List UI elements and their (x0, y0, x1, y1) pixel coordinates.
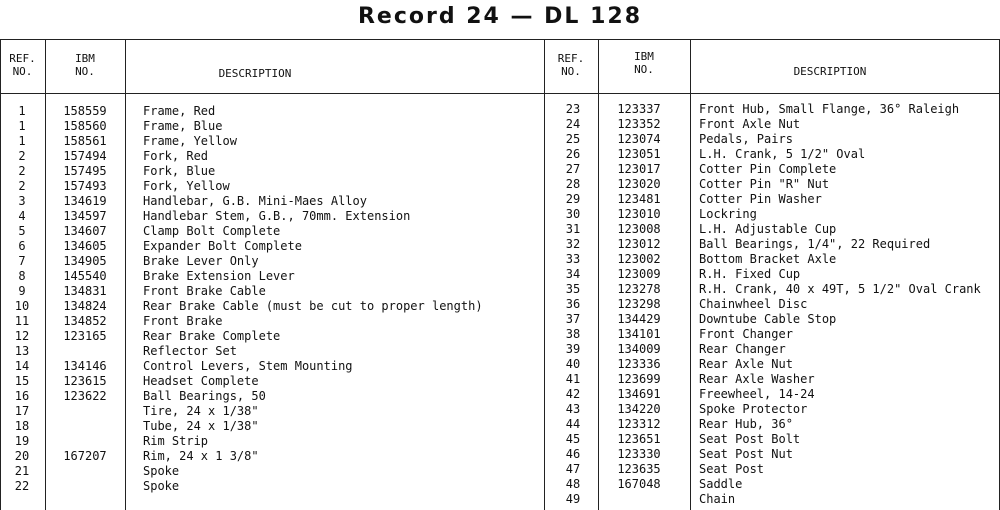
header-desc-left: DESCRIPTION (218, 67, 292, 80)
desc-cell: Rear Axle Nut (699, 357, 793, 371)
ibm-cell: 134220 (617, 402, 661, 416)
ref-cell: 37 (565, 312, 581, 326)
ref-cell: 1 (18, 119, 26, 133)
ibm-cell: 123020 (617, 177, 661, 191)
desc-cell: Clamp Bolt Complete (143, 224, 281, 238)
desc-cell: Tube, 24 x 1/38" (143, 419, 259, 433)
ref-cell: 15 (14, 374, 30, 388)
desc-cell: Downtube Cable Stop (699, 312, 837, 326)
ref-cell: 41 (565, 372, 581, 386)
desc-cell: Brake Lever Only (143, 254, 259, 268)
ibm-cell: 134691 (617, 387, 661, 401)
ref-cell: 36 (565, 297, 581, 311)
table-row (544, 117, 1000, 132)
ref-cell: 12 (14, 329, 30, 343)
header-desc-right: DESCRIPTION (793, 65, 867, 78)
desc-cell: Bottom Bracket Axle (699, 252, 837, 266)
ibm-cell: 134607 (63, 224, 107, 238)
table-row (0, 359, 544, 374)
desc-cell: Fork, Yellow (143, 179, 230, 193)
table-row (0, 149, 544, 164)
ibm-cell: 157495 (63, 164, 107, 178)
table-row (544, 192, 1000, 207)
ref-cell: 1 (18, 134, 26, 148)
desc-cell: Cotter Pin Complete (699, 162, 837, 176)
ref-cell: 46 (565, 447, 581, 461)
table-row (0, 314, 544, 329)
ref-cell: 32 (565, 237, 581, 251)
ibm-cell: 123017 (617, 162, 661, 176)
ibm-cell: 123352 (617, 117, 661, 131)
desc-cell: L.H. Adjustable Cup (699, 222, 837, 236)
desc-cell: Ball Bearings, 1/4", 22 Required (699, 237, 931, 251)
desc-cell: Frame, Red (143, 104, 216, 118)
desc-cell: Spoke (143, 479, 180, 493)
table-row (0, 329, 544, 344)
desc-cell: Front Brake Cable (143, 284, 266, 298)
ibm-cell: 167048 (617, 477, 661, 491)
ibm-cell: 134619 (63, 194, 107, 208)
ibm-cell: 123012 (617, 237, 661, 251)
table-row (544, 102, 1000, 117)
ibm-cell: 167207 (63, 449, 107, 463)
ref-cell: 10 (14, 299, 30, 313)
ref-cell: 21 (14, 464, 30, 478)
desc-cell: Reflector Set (143, 344, 237, 358)
desc-cell: Expander Bolt Complete (143, 239, 302, 253)
table-row (0, 224, 544, 239)
ibm-cell: 134009 (617, 342, 661, 356)
parts-table (0, 39, 1000, 510)
table-row (544, 162, 1000, 177)
table-row (0, 194, 544, 209)
table-row (544, 402, 1000, 417)
desc-cell: Fork, Blue (143, 164, 216, 178)
table-row (0, 164, 544, 179)
desc-cell: R.H. Fixed Cup (699, 267, 801, 281)
ref-cell: 14 (14, 359, 30, 373)
page-title: Record 24 — DL 128 (357, 4, 643, 29)
desc-cell: Rear Axle Washer (699, 372, 815, 386)
ref-cell: 2 (18, 149, 26, 163)
header-ref-line1: REF. (9, 52, 36, 65)
ref-cell: 9 (18, 284, 26, 298)
table-row (0, 419, 544, 434)
desc-cell: Control Levers, Stem Mounting (143, 359, 353, 373)
desc-cell: R.H. Crank, 40 x 49T, 5 1/2" Oval Crank (699, 282, 981, 296)
ibm-cell: 157493 (63, 179, 107, 193)
ref-cell: 4 (18, 209, 26, 223)
desc-cell: Rear Changer (699, 342, 786, 356)
ibm-cell: 134146 (63, 359, 107, 373)
table-row (0, 104, 544, 119)
ref-cell: 28 (565, 177, 581, 191)
desc-cell: Seat Post Bolt (699, 432, 801, 446)
ref-cell: 2 (18, 179, 26, 193)
ibm-cell: 158559 (63, 104, 107, 118)
ref-cell: 19 (14, 434, 30, 448)
ibm-cell: 123622 (63, 389, 107, 403)
ref-cell: 48 (565, 477, 581, 491)
ref-cell: 33 (565, 252, 581, 266)
table-row (544, 462, 1000, 477)
ref-cell: 16 (14, 389, 30, 403)
ibm-cell: 134597 (63, 209, 107, 223)
table-row (544, 417, 1000, 432)
table-row (544, 492, 1000, 507)
desc-cell: Seat Post Nut (699, 447, 793, 461)
desc-cell: Pedals, Pairs (699, 132, 793, 146)
desc-cell: Handlebar Stem, G.B., 70mm. Extension (143, 209, 411, 223)
desc-cell: Saddle (699, 477, 743, 491)
header-divider (0, 93, 1000, 94)
desc-cell: Spoke Protector (699, 402, 808, 416)
ibm-cell: 123010 (617, 207, 661, 221)
table-row (544, 297, 1000, 312)
table-row (544, 342, 1000, 357)
ibm-cell: 123337 (617, 102, 661, 116)
desc-cell: Cotter Pin "R" Nut (699, 177, 830, 191)
ibm-cell: 123635 (617, 462, 661, 476)
ibm-cell: 158560 (63, 119, 107, 133)
ref-cell: 18 (14, 419, 30, 433)
table-row (0, 269, 544, 284)
ref-cell: 34 (565, 267, 581, 281)
header-ibm-line2: NO. (634, 63, 654, 76)
ibm-cell: 123008 (617, 222, 661, 236)
desc-cell: Ball Bearings, 50 (143, 389, 266, 403)
ref-cell: 26 (565, 147, 581, 161)
header-ibm-line2: NO. (75, 65, 95, 78)
desc-cell: Spoke (143, 464, 180, 478)
desc-cell: Cotter Pin Washer (699, 192, 822, 206)
table-row (0, 404, 544, 419)
table-row (0, 449, 544, 464)
table-row (544, 387, 1000, 402)
table-row (544, 222, 1000, 237)
ref-cell: 6 (18, 239, 26, 253)
table-row (0, 389, 544, 404)
table-row (544, 327, 1000, 342)
ibm-cell: 123699 (617, 372, 661, 386)
ref-cell: 29 (565, 192, 581, 206)
ref-cell: 49 (565, 492, 581, 506)
desc-cell: Brake Extension Lever (143, 269, 295, 283)
desc-cell: Lockring (699, 207, 757, 221)
table-row (0, 299, 544, 314)
ibm-cell: 123336 (617, 357, 661, 371)
desc-cell: Rear Hub, 36° (699, 417, 793, 431)
ibm-cell: 123051 (617, 147, 661, 161)
desc-cell: Headset Complete (143, 374, 259, 388)
ibm-cell: 123330 (617, 447, 661, 461)
table-row (544, 372, 1000, 387)
ref-cell: 8 (18, 269, 26, 283)
ref-cell: 35 (565, 282, 581, 296)
table-row (544, 207, 1000, 222)
ibm-cell: 123312 (617, 417, 661, 431)
table-row (544, 147, 1000, 162)
desc-cell: Fork, Red (143, 149, 209, 163)
table-row (0, 284, 544, 299)
ibm-cell: 134905 (63, 254, 107, 268)
ref-cell: 44 (565, 417, 581, 431)
table-row (544, 267, 1000, 282)
ref-cell: 11 (14, 314, 30, 328)
ibm-cell: 145540 (63, 269, 107, 283)
ref-cell: 40 (565, 357, 581, 371)
desc-cell: Chain (699, 492, 736, 506)
table-row (544, 432, 1000, 447)
table-row (0, 464, 544, 479)
ref-cell: 5 (18, 224, 26, 238)
ref-cell: 42 (565, 387, 581, 401)
ibm-cell: 123074 (617, 132, 661, 146)
table-row (0, 254, 544, 269)
desc-cell: Front Axle Nut (699, 117, 801, 131)
table-row (0, 119, 544, 134)
table-row (0, 239, 544, 254)
ref-cell: 7 (18, 254, 26, 268)
ref-cell: 43 (565, 402, 581, 416)
ibm-cell: 123009 (617, 267, 661, 281)
ibm-cell: 158561 (63, 134, 107, 148)
ibm-cell: 123651 (617, 432, 661, 446)
desc-cell: Rim Strip (143, 434, 209, 448)
ref-cell: 23 (565, 102, 581, 116)
ibm-cell: 123615 (63, 374, 107, 388)
desc-cell: Rim, 24 x 1 3/8" (143, 449, 259, 463)
ibm-cell: 123298 (617, 297, 661, 311)
header-ibm-right (598, 50, 690, 76)
desc-cell: Chainwheel Disc (699, 297, 808, 311)
ref-cell: 20 (14, 449, 30, 463)
ref-cell: 27 (565, 162, 581, 176)
desc-cell: Freewheel, 14-24 (699, 387, 815, 401)
table-row (544, 177, 1000, 192)
ibm-cell: 157494 (63, 149, 107, 163)
ref-cell: 25 (565, 132, 581, 146)
desc-cell: Tire, 24 x 1/38" (143, 404, 259, 418)
table-row (0, 479, 544, 494)
header-ibm-left (45, 52, 125, 78)
ibm-cell: 134101 (617, 327, 661, 341)
ref-cell: 30 (565, 207, 581, 221)
desc-cell: Rear Brake Cable (must be cut to proper length) (143, 299, 483, 313)
ibm-cell: 123481 (617, 192, 661, 206)
ref-cell: 1 (18, 104, 26, 118)
ref-cell: 17 (14, 404, 30, 418)
ref-cell: 13 (14, 344, 30, 358)
header-ref-line2: NO. (12, 65, 33, 78)
table-row (544, 477, 1000, 492)
ref-cell: 22 (14, 479, 30, 493)
table-row (544, 252, 1000, 267)
ref-cell: 38 (565, 327, 581, 341)
ref-cell: 39 (565, 342, 581, 356)
header-ref-line1: REF. (557, 52, 585, 65)
table-row (544, 282, 1000, 297)
header-ref-line2: NO. (561, 65, 581, 78)
header-ref-left (0, 52, 45, 78)
table-row (0, 344, 544, 359)
desc-cell: Front Hub, Small Flange, 36° Raleigh (699, 102, 960, 116)
ref-cell: 47 (565, 462, 581, 476)
table-row (544, 357, 1000, 372)
desc-cell: Frame, Blue (143, 119, 223, 133)
header-ibm-line1: IBM (75, 52, 95, 65)
desc-cell: Frame, Yellow (143, 134, 237, 148)
table-row (0, 434, 544, 449)
ref-cell: 31 (565, 222, 581, 236)
table-row (0, 179, 544, 194)
header-ibm-line1: IBM (634, 50, 654, 63)
ibm-cell: 134824 (63, 299, 107, 313)
ibm-cell: 123002 (617, 252, 661, 266)
ibm-cell: 134605 (63, 239, 107, 253)
desc-cell: Handlebar, G.B. Mini-Maes Alloy (143, 194, 367, 208)
table-row (544, 312, 1000, 327)
table-row (544, 237, 1000, 252)
desc-cell: L.H. Crank, 5 1/2" Oval (699, 147, 866, 161)
desc-cell: Seat Post (699, 462, 765, 476)
table-row (0, 374, 544, 389)
table-row (0, 209, 544, 224)
ibm-cell: 123278 (617, 282, 661, 296)
ref-cell: 2 (18, 164, 26, 178)
right-parts-list (544, 102, 1000, 507)
ibm-cell: 134429 (617, 312, 661, 326)
header-ref-right (544, 52, 598, 78)
ibm-cell: 123165 (63, 329, 107, 343)
ref-cell: 3 (18, 194, 26, 208)
desc-cell: Rear Brake Complete (143, 329, 281, 343)
table-row (544, 132, 1000, 147)
table-row (544, 447, 1000, 462)
ibm-cell: 134852 (63, 314, 107, 328)
desc-cell: Front Changer (699, 327, 793, 341)
table-row (0, 134, 544, 149)
ref-cell: 24 (565, 117, 581, 131)
ibm-cell: 134831 (63, 284, 107, 298)
desc-cell: Front Brake (143, 314, 223, 328)
ref-cell: 45 (565, 432, 581, 446)
left-parts-list (0, 104, 544, 494)
